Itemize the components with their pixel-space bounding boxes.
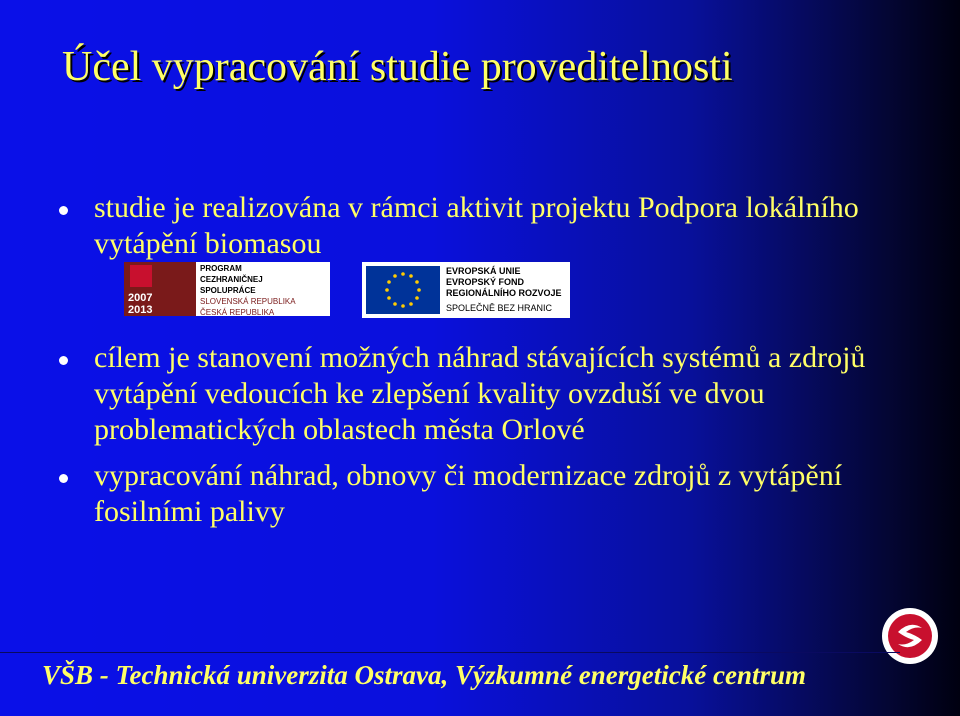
eu-fund-logo <box>362 262 570 318</box>
bullet-list <box>56 190 896 530</box>
program-line-4: SLOVENSKÁ REPUBLIKA <box>200 297 296 306</box>
bullet-item <box>56 458 896 530</box>
eu-line-1: EVROPSKÁ UNIE <box>446 266 521 276</box>
program-line-3: SPOLUPRÁCE <box>200 286 256 295</box>
eu-logo-text <box>446 266 562 314</box>
program-line-5: ČESKÁ REPUBLIKA <box>200 308 275 317</box>
bullet-item <box>56 340 896 448</box>
bullet-dot-icon <box>59 356 68 365</box>
program-year-start: 2007 <box>128 292 153 304</box>
program-logo-text <box>200 263 296 318</box>
footer-divider <box>0 652 900 653</box>
footer-institution: VŠB - Technická univerzita Ostrava, Výzkumné energetické centrum <box>42 660 807 690</box>
slide-title: Účel vypracování studie proveditelnosti <box>62 44 733 90</box>
bullet-text: studie je realizována v rámci aktivit projektu Podpora lokálního vytápění biomasou <box>94 191 859 260</box>
eu-flag-icon <box>366 266 440 314</box>
eu-line-2: EVROPSKÝ FOND <box>446 277 525 287</box>
cross-border-program-logo <box>124 262 330 316</box>
program-line-2: CEZHRANIČNEJ <box>200 275 263 284</box>
eu-line-4: SPOLEČNĚ BEZ HRANIC <box>446 303 553 313</box>
bullet-item <box>56 190 896 262</box>
program-year-end: 2013 <box>128 304 153 316</box>
program-mark-icon <box>130 265 152 287</box>
bullet-text: vypracování náhrad, obnovy či modernizace zdrojů z vytápění fosilními palivy <box>94 459 843 528</box>
program-years-block <box>124 262 196 316</box>
program-line-1: PROGRAM <box>200 264 242 273</box>
partner-logos <box>56 262 896 318</box>
eu-line-3: REGIONÁLNÍHO ROZVOJE <box>446 288 562 298</box>
vsb-emblem-icon <box>880 606 940 666</box>
bullet-dot-icon <box>59 474 68 483</box>
bullet-text: cílem je stanovení možných náhrad stávajících systémů a zdrojů vytápění vedoucích ke zlepšení kvality ovzduší ve dvou problematických oblastech města Orlové <box>94 341 866 446</box>
bullet-dot-icon <box>59 206 68 215</box>
